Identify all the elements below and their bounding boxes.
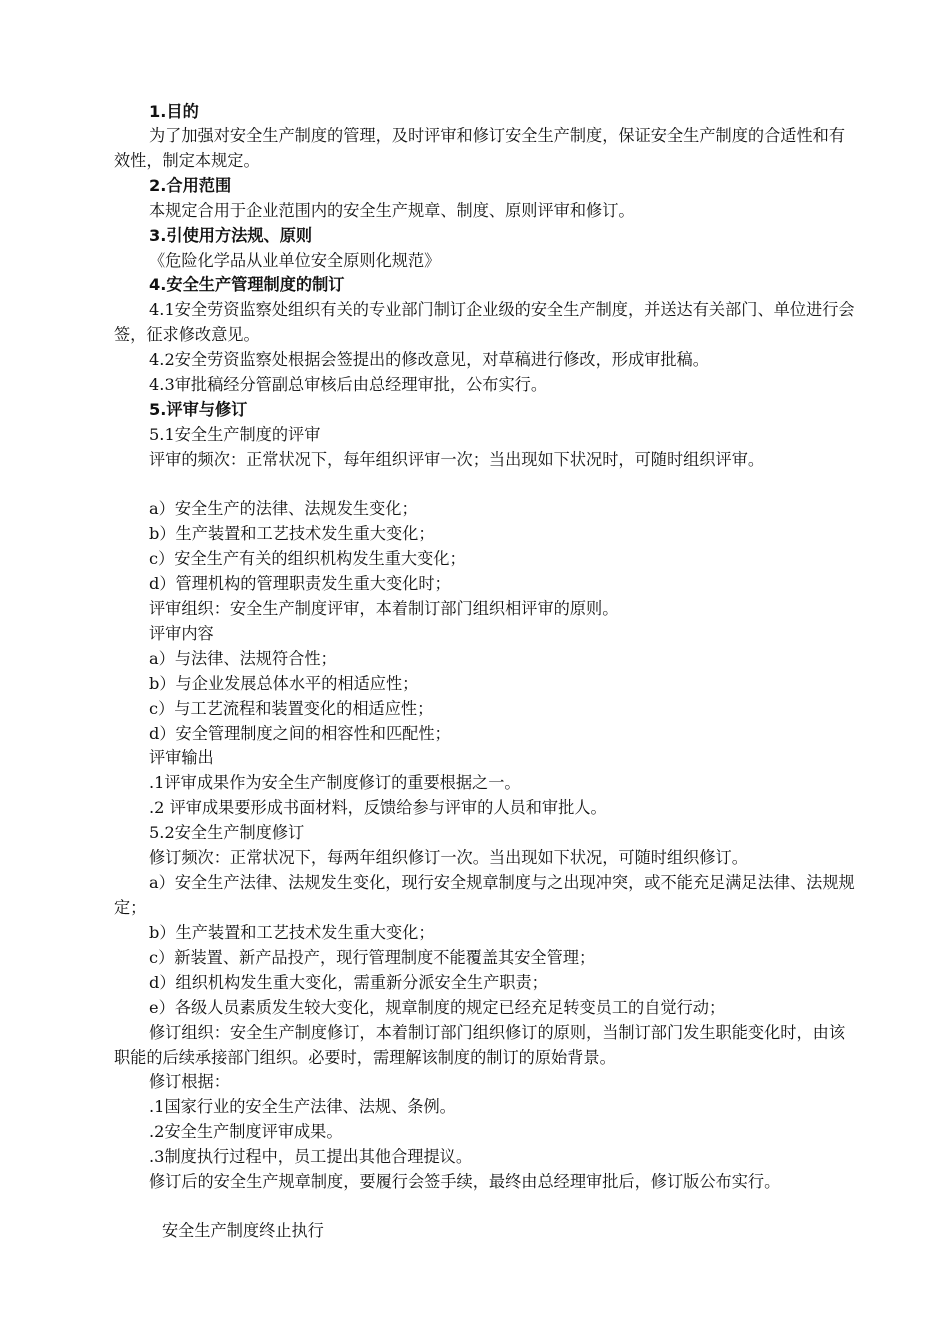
heading-review-revision: 5.评审与修订 — [149, 400, 248, 419]
list-item: .2安全生产制度评审成果。 — [149, 1122, 343, 1141]
heading-purpose: 1.目的 — [149, 102, 199, 121]
paragraph: 修订频次：正常状况下，每两年组织修订一次。当出现如下状况，可随时组织修订。 — [149, 848, 748, 867]
paragraph: 修订组织：安全生产制度修订，本着制订部门组织修订的原则，当制订部门发生职能变化时，由该职能的后续承接部门组织。必要时，需理解该制度的制订的原始背景。 — [114, 1023, 846, 1067]
list-item: d）管理机构的管理职责发生重大变化时； — [149, 574, 451, 593]
list-item: e）各级人员素质发生较大变化，规章制度的规定已经充足转变员工的自觉行动； — [149, 998, 726, 1017]
paragraph: 5.2安全生产制度修订 — [149, 823, 305, 842]
paragraph: 评审组织：安全生产制度评审，本着制订部门组织相评审的原则。 — [149, 599, 619, 618]
list-item: c）安全生产有关的组织机构发生重大变化； — [149, 549, 466, 568]
paragraph: 4.2安全劳资监察处根据会签提出的修改意见，对草稿进行修改，形成审批稿。 — [149, 350, 709, 369]
list-item: d）组织机构发生重大变化，需重新分派安全生产职责； — [149, 973, 548, 992]
paragraph: 安全生产制度终止执行 — [162, 1221, 324, 1240]
list-item: b）生产装置和工艺技术发生重大变化； — [149, 923, 435, 942]
list-item: .1评审成果作为安全生产制度修订的重要根据之一。 — [149, 773, 521, 792]
paragraph: 为了加强对安全生产制度的管理，及时评审和修订安全生产制度，保证安全生产制度的合适性和有效性，制定本规定。 — [114, 126, 846, 170]
list-item: .3制度执行过程中，员工提出其他合理提议。 — [149, 1147, 473, 1166]
paragraph: 评审输出 — [149, 748, 214, 767]
paragraph: 4.3审批稿经分管副总审核后由总经理审批，公布实行。 — [149, 375, 548, 394]
heading-formulation: 4.安全生产管理制度的制订 — [149, 275, 345, 294]
list-item: c）新装置、新产品投产，现行管理制度不能覆盖其安全管理； — [149, 948, 596, 967]
list-item: c）与工艺流程和装置变化的相适应性； — [149, 699, 434, 718]
list-item: a）与法律、法规符合性； — [149, 649, 337, 668]
paragraph: 评审内容 — [149, 624, 214, 643]
paragraph: 修订根据： — [149, 1072, 230, 1091]
paragraph: 4.1安全劳资监察处组织有关的专业部门制订企业级的安全生产制度，并送达有关部门、单位进行会签，征求修改意见。 — [114, 300, 855, 344]
paragraph: 修订后的安全生产规章制度，要履行会签手续，最终由总经理审批后，修订版公布实行。 — [149, 1172, 781, 1191]
list-item: a）安全生产的法律、法规发生变化； — [149, 499, 418, 518]
list-item: b）生产装置和工艺技术发生重大变化； — [149, 524, 435, 543]
list-item: d）安全管理制度之间的相容性和匹配性； — [149, 724, 451, 743]
list-item: a）安全生产法律、法规发生变化，现行安全规章制度与之出现冲突，或不能充足满足法律、法规规定； — [114, 873, 855, 917]
heading-scope: 2.合用范围 — [149, 176, 232, 195]
paragraph: 评审的频次：正常状况下，每年组织评审一次；当出现如下状况时，可随时组织评审。 — [149, 450, 765, 469]
list-item: b）与企业发展总体水平的相适应性； — [149, 674, 419, 693]
paragraph: 《危险化学品从业单位安全原则化规范》 — [149, 251, 441, 270]
list-item: .1国家行业的安全生产法律、法规、条例。 — [149, 1097, 456, 1116]
heading-references: 3.引使用方法规、原则 — [149, 226, 313, 245]
list-item: .2 评审成果要形成书面材料，反馈给参与评审的人员和审批人。 — [149, 798, 607, 817]
paragraph: 5.1安全生产制度的评审 — [149, 425, 321, 444]
paragraph: 本规定合用于企业范围内的安全生产规章、制度、原则评审和修订。 — [149, 201, 635, 220]
